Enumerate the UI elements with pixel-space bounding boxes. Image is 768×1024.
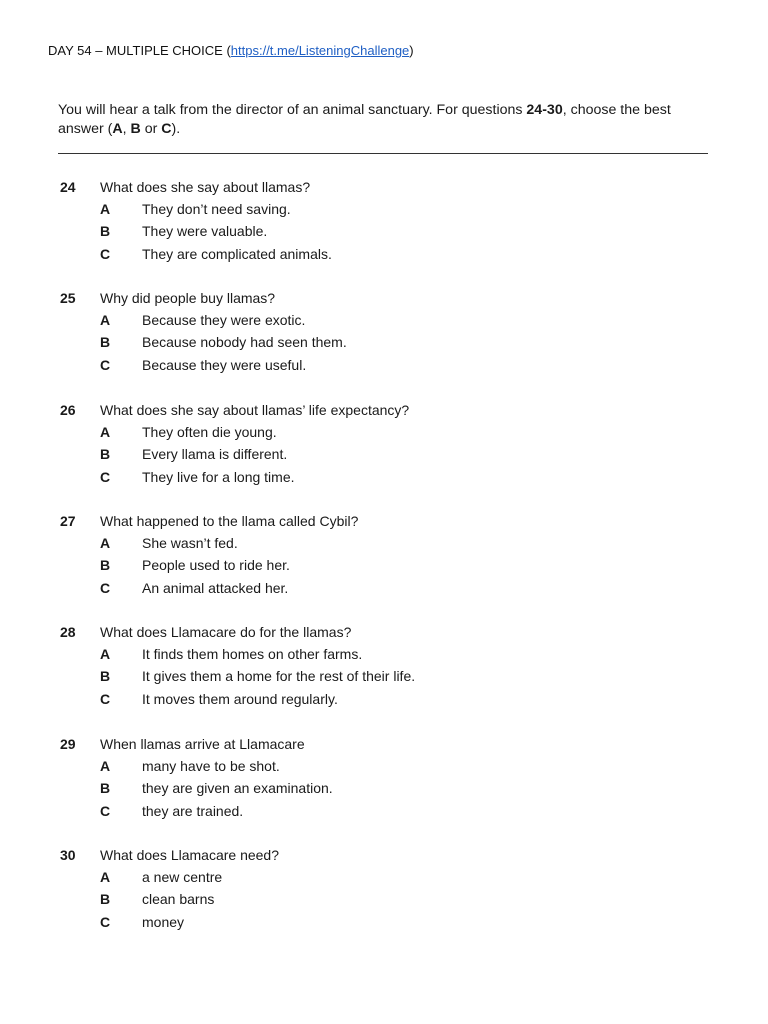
answer-option xyxy=(58,665,698,687)
option-text: It moves them around regularly. xyxy=(142,690,338,707)
divider xyxy=(58,153,708,154)
separator: , xyxy=(122,121,131,137)
answer-option xyxy=(58,331,698,353)
question-number: 25 xyxy=(60,290,76,306)
option-letter: C xyxy=(100,468,111,485)
answer-option xyxy=(58,198,698,220)
question-block xyxy=(58,287,698,376)
question-row xyxy=(58,621,698,643)
answer-option xyxy=(58,532,698,554)
option-letter: C xyxy=(100,913,111,930)
answer-option xyxy=(58,443,698,465)
question-row xyxy=(58,510,698,532)
option-letter-c: C xyxy=(161,121,172,137)
question-range: 24-30 xyxy=(526,102,563,118)
option-text: An animal attacked her. xyxy=(142,579,289,596)
question-block xyxy=(58,176,698,265)
answer-option xyxy=(58,354,698,376)
option-letter: C xyxy=(100,802,111,819)
question-block xyxy=(58,844,698,933)
option-letter: C xyxy=(100,245,111,262)
option-letter: A xyxy=(100,201,111,217)
option-letter: A xyxy=(100,758,111,774)
header-close-paren: ) xyxy=(409,43,414,58)
option-letter: B xyxy=(100,780,111,797)
answer-option xyxy=(58,466,698,488)
option-letter-b: B xyxy=(130,121,141,137)
question-text: Why did people buy llamas? xyxy=(100,290,276,306)
option-text: They often die young. xyxy=(142,424,277,440)
option-text: Because they were useful. xyxy=(142,356,307,373)
option-text: It finds them homes on other farms. xyxy=(142,646,363,662)
question-text: What does she say about llamas’ life expectancy? xyxy=(100,402,410,418)
question-row xyxy=(58,399,698,421)
option-text: clean barns xyxy=(142,891,215,908)
instructions-text-2: , choose the best answer ( xyxy=(58,102,671,137)
option-text: They live for a long time. xyxy=(142,468,295,485)
answer-option xyxy=(58,577,698,599)
option-letter: C xyxy=(100,579,111,596)
option-text: They are complicated animals. xyxy=(142,245,332,262)
answer-option xyxy=(58,421,698,443)
question-row xyxy=(58,733,698,755)
answer-option xyxy=(58,643,698,665)
option-text: It gives them a home for the rest of their life. xyxy=(142,668,416,685)
question-text: What does Llamacare do for the llamas? xyxy=(100,624,352,640)
option-letter: A xyxy=(100,646,111,662)
answer-option xyxy=(58,688,698,710)
option-letter-a: A xyxy=(112,121,123,137)
question-row xyxy=(58,176,698,198)
question-text: What does she say about llamas? xyxy=(100,179,311,195)
option-letter: C xyxy=(100,356,111,373)
question-block xyxy=(58,621,698,710)
option-text: Every llama is different. xyxy=(142,446,288,463)
page-header xyxy=(48,43,414,58)
option-text: People used to ride her. xyxy=(142,557,290,574)
option-text: She wasn’t fed. xyxy=(142,535,238,551)
question-block xyxy=(58,399,698,488)
question-number: 28 xyxy=(60,624,76,640)
answer-option xyxy=(58,888,698,910)
answer-option xyxy=(58,243,698,265)
option-letter: A xyxy=(100,424,111,440)
question-number: 27 xyxy=(60,513,76,529)
question-number: 30 xyxy=(60,847,76,863)
option-letter: B xyxy=(100,223,111,240)
option-text: money xyxy=(142,913,185,930)
header-title: DAY 54 – MULTIPLE CHOICE ( xyxy=(48,43,231,58)
answer-option xyxy=(58,777,698,799)
option-text: Because nobody had seen them. xyxy=(142,334,347,351)
separator: or xyxy=(140,121,162,137)
answer-option xyxy=(58,866,698,888)
option-letter: B xyxy=(100,334,111,351)
option-letter: B xyxy=(100,557,111,574)
question-text: What happened to the llama called Cybil? xyxy=(100,513,359,529)
option-text: many have to be shot. xyxy=(142,758,280,774)
option-letter: B xyxy=(100,446,111,463)
option-letter: A xyxy=(100,535,111,551)
option-letter: A xyxy=(100,869,111,885)
question-row xyxy=(58,844,698,866)
question-row xyxy=(58,287,698,309)
question-number: 24 xyxy=(60,179,76,195)
option-text: They were valuable. xyxy=(142,223,268,240)
option-letter: B xyxy=(100,891,111,908)
question-number: 26 xyxy=(60,402,76,418)
answer-option xyxy=(58,554,698,576)
option-text: they are given an examination. xyxy=(142,780,333,797)
answer-option xyxy=(58,911,698,933)
instructions-text: You will hear a talk from the director of an animal sanctuary. For questions xyxy=(58,102,527,118)
channel-link[interactable]: https://t.me/ListeningChallenge xyxy=(230,43,410,58)
question-number: 29 xyxy=(60,736,76,752)
answer-option xyxy=(58,800,698,822)
option-letter: A xyxy=(100,312,111,328)
question-block xyxy=(58,733,698,822)
option-text: they are trained. xyxy=(142,802,244,819)
question-text: What does Llamacare need? xyxy=(100,847,279,863)
option-text: a new centre xyxy=(142,869,223,885)
option-text: They don’t need saving. xyxy=(142,201,291,217)
question-text: When llamas arrive at Llamacare xyxy=(100,736,305,752)
option-letter: C xyxy=(100,690,111,707)
option-letter: B xyxy=(100,668,111,685)
answer-option xyxy=(58,309,698,331)
option-text: Because they were exotic. xyxy=(142,312,306,328)
question-block xyxy=(58,510,698,599)
instructions xyxy=(58,101,718,139)
answer-option xyxy=(58,220,698,242)
instructions-end: ). xyxy=(171,121,181,137)
answer-option xyxy=(58,755,698,777)
